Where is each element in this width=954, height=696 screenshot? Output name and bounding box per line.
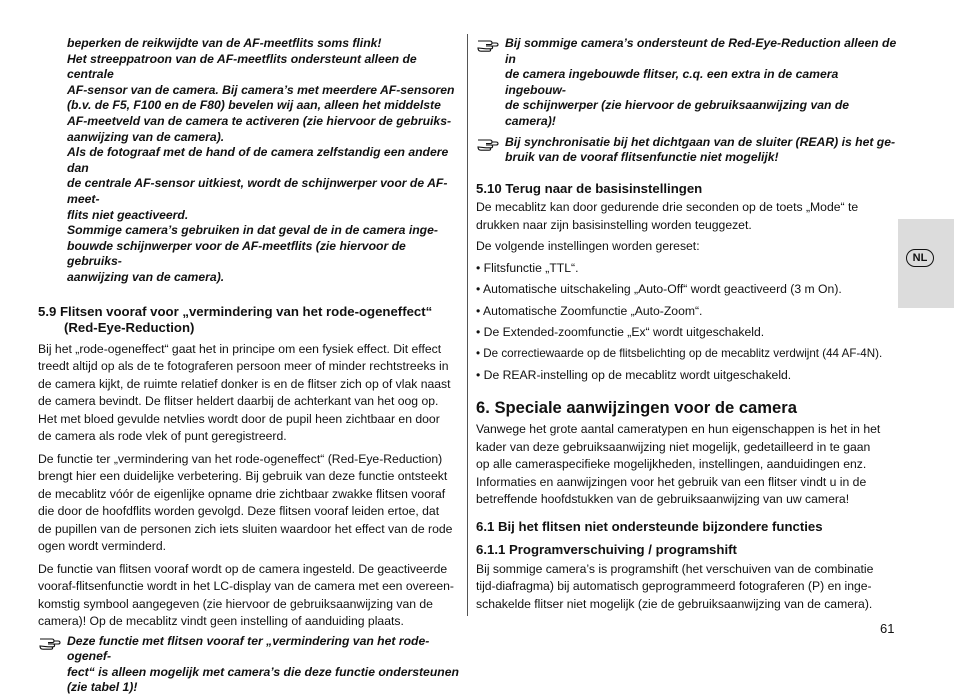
- list-item: • De REAR-instelling op de mecablitz wordt uitgeschakeld.: [476, 367, 792, 382]
- language-badge: NL: [906, 249, 934, 267]
- note-paragraph: Sommige camera’s gebruiken in dat geval de in de camera inge- bouwde schijnwerper voor de AF-meetflits (zie hiervoor de gebruiks- aanwijzing van de camera).: [67, 223, 438, 284]
- af-note-continuation: [67, 36, 462, 286]
- section-heading-5-10: 5.10 Terug naar de basisinstellingen: [476, 180, 703, 196]
- tip-text: Deze functie met flitsen vooraf ter „vermindering van het rode-ogenef- fect“ is alleen mogelijk met camera’s die deze functie ondersteunen (zie tabel 1)!: [67, 633, 459, 695]
- tip-note: [38, 634, 462, 696]
- list-item: • De correctiewaarde op de flitsbelichting op de mecablitz verdwijnt (44 AF-4N).: [476, 347, 883, 361]
- list-item: • Automatische Zoomfunctie „Auto-Zoom“.: [476, 303, 703, 318]
- section-heading-5-9: [38, 304, 462, 337]
- pointing-hand-icon: [38, 634, 62, 650]
- tip-text: Bij sommige camera’s ondersteunt de Red-Eye-Reduction alleen de in de camera ingebouwde flitser, c.q. een extra in de camera ingebouw- de schijnwerper (zie hiervoor de gebruiksaanwijzing van de camera)!: [505, 36, 897, 128]
- list-item: • Flitsfunctie „TTL“.: [476, 260, 579, 275]
- column-divider: [467, 34, 468, 616]
- body-paragraph: De functie van flitsen vooraf wordt op de camera ingesteld. De geactiveerde vooraf-flitsenfunctie wordt in het LC-display van de camera met een overeen- komstig symbool aangegeven (zie hiervoor de gebruiksaanwijzing van de camera)! Op de mecablitz vindt geen instelling of aanduiding plaats.: [38, 561, 454, 628]
- tip-text: Bij synchronisatie bij het dichtgaan van de sluiter (REAR) is het ge- bruik van de vooraf flitsenfunctie niet mogelijk!: [505, 134, 896, 165]
- body-paragraph: Bij sommige camera’s is programshift (het verschuiven van de combinatie tijd-diafragma) bij automatisch geprogrammeerd fotograferen (P) en inge- schakelde flitser niet mogelijk (zie de gebruiksaanwijzing van de camera).: [476, 561, 874, 611]
- list-item: • De Extended-zoomfunctie „Ex“ wordt uitgeschakeld.: [476, 324, 765, 339]
- body-paragraph: Bij het „rode-ogeneffect“ gaat het in principe om een fysiek effect. Dit effect treedt altijd op als de te fotograferen persoon meer of minder rechtstreeks in de camera kijkt, de ruimte relatief donker is en de flitser zich op of vlak naast de camera bevindt. De flitser heldert daarbij de achterkant van het oog op. Het met bloed gevulde netvlies wordt door de pupil heen zichtbaar en door de camera als rode vlek of punt geregistreerd.: [38, 341, 451, 443]
- body-paragraph: De functie ter „vermindering van het rode-ogeneffect“ (Red-Eye-Reduction) brengt hier een duidelijke verbetering. Bij gebruik van deze functie ontsteekt de mecablitz vóór de eigenlijke opname drie zichtbaar zwakke flitsen vooraf die door de hoofdflits worden gevolgd. Deze flitsen vooraf leiden ertoe, dat de pupillen van de personen zich iets sluiten waardoor het effect van de rode ogen wordt verminderd.: [38, 451, 453, 553]
- section-heading-6-1: 6.1 Bij het flitsen niet ondersteunde bijzondere functies: [476, 518, 823, 534]
- pointing-hand-icon: [476, 135, 500, 151]
- body-paragraph: De volgende instellingen worden gereset:: [476, 239, 700, 254]
- right-column: [476, 36, 900, 613]
- pointing-hand-icon: [476, 36, 500, 52]
- page-number: 61: [880, 621, 895, 636]
- tip-note: [476, 36, 900, 130]
- note-paragraph: beperken de reikwijdte van de AF-meetflits soms flink! Het streeppatroon van de AF-meetflits ondersteunt alleen de centrale AF-sensor van de camera. Bij camera’s met meerdere AF-sensoren (b.v. de F5, F100 en de F80) bevelen wij aan, alleen het middelste AF-meetveld van de camera te activeren (zie hiervoor de gebruiks- aanwijzing van de camera).: [67, 36, 455, 144]
- body-paragraph: Vanwege het grote aantal cameratypen en hun eigenschappen is het in het kader van deze gebruiksaanwijzing niet mogelijk, gedetailleerd in te gaan op alle cameraspecifieke mogelijkheden, instellingen, aanduidingen enz. Informaties en aanwijzingen voor het gebruik van een flitser vindt u in de betreffende hoofdstukken van de gebruiksaanwijzing van uw camera!: [476, 422, 881, 507]
- reset-settings-list: [476, 258, 900, 386]
- body-paragraph: De mecablitz kan door gedurende drie seconden op de toets „Mode“ te drukken naar zijn basisinstelling worden teuggezet.: [476, 200, 859, 232]
- left-column: [38, 36, 462, 696]
- heading-line: 5.9 Flitsen vooraf voor „vermindering van het rode-ogeneffect“: [38, 303, 433, 319]
- section-heading-6-1-1: 6.1.1 Programverschuiving / programshift: [476, 542, 737, 558]
- section-heading-6: 6. Speciale aanwijzingen voor de camera: [476, 398, 797, 418]
- heading-line: (Red-Eye-Reduction): [64, 320, 195, 335]
- note-paragraph: Als de fotograaf met de hand of de camera zelfstandig een andere dan de centrale AF-sensor uitkiest, wordt de schijnwerper voor de AF-meet- flits niet geactiveerd.: [67, 145, 449, 222]
- tip-note: [476, 135, 900, 166]
- list-item: • Automatische uitschakeling „Auto-Off“ wordt geactiveerd (3 m On).: [476, 282, 842, 297]
